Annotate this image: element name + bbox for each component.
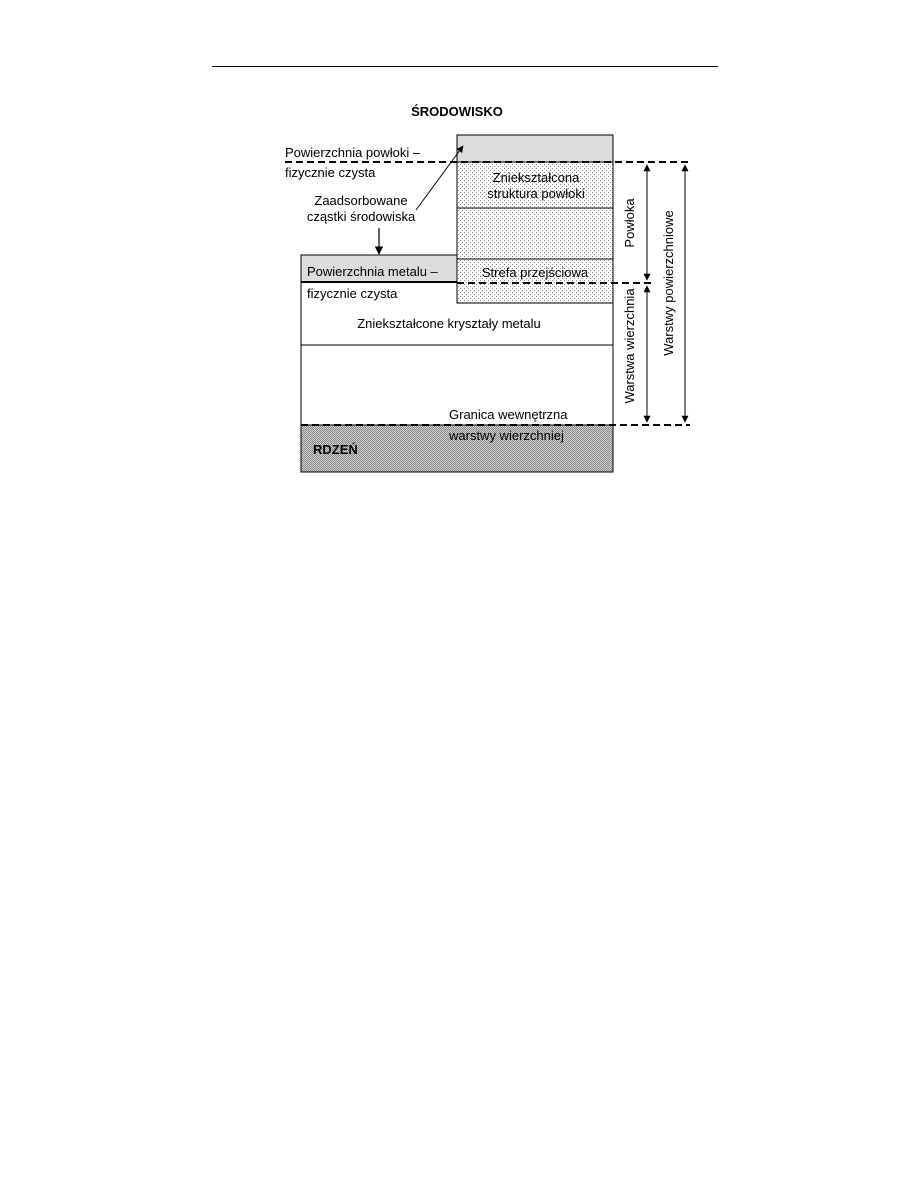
diagram-title: ŚRODOWISKO: [411, 104, 503, 119]
metal-surface-label-1: Powierzchnia metalu –: [307, 264, 438, 279]
coating-surface-label-2: fizycznie czysta: [285, 165, 376, 180]
deformed-coating-label-1: Zniekształcona: [492, 170, 580, 185]
coating-adsorbed-layer: [457, 135, 613, 162]
adsorbed-label-1: Zaadsorbowane: [314, 193, 408, 208]
deformed-coating-label-2: struktura powłoki: [487, 186, 585, 201]
adsorbed-label-2: cząstki środowiska: [306, 209, 416, 224]
adsorbed-leader-arrow: [416, 146, 463, 210]
coating-dimension-label: Powłoka: [622, 198, 637, 248]
coating-surface-label-1: Powierzchnia powłoki –: [285, 145, 421, 160]
metal-surface-label-2: fizycznie czysta: [307, 286, 398, 301]
inner-boundary-label-2: warstwy wierzchniej: [449, 428, 564, 443]
deformed-crystals-label: Zniekształcone kryształy metalu: [357, 316, 541, 331]
transition-zone-label: Strefa przejściowa: [481, 265, 589, 280]
surface-layers-dimension-label: Warstwy powierzchniowe: [661, 210, 676, 356]
core-label: RDZEŃ: [313, 442, 358, 457]
surface-layer-dimension-label: Warstwa wierzchnia: [622, 288, 637, 404]
inner-boundary-label-1: Granica wewnętrzna: [449, 407, 568, 422]
